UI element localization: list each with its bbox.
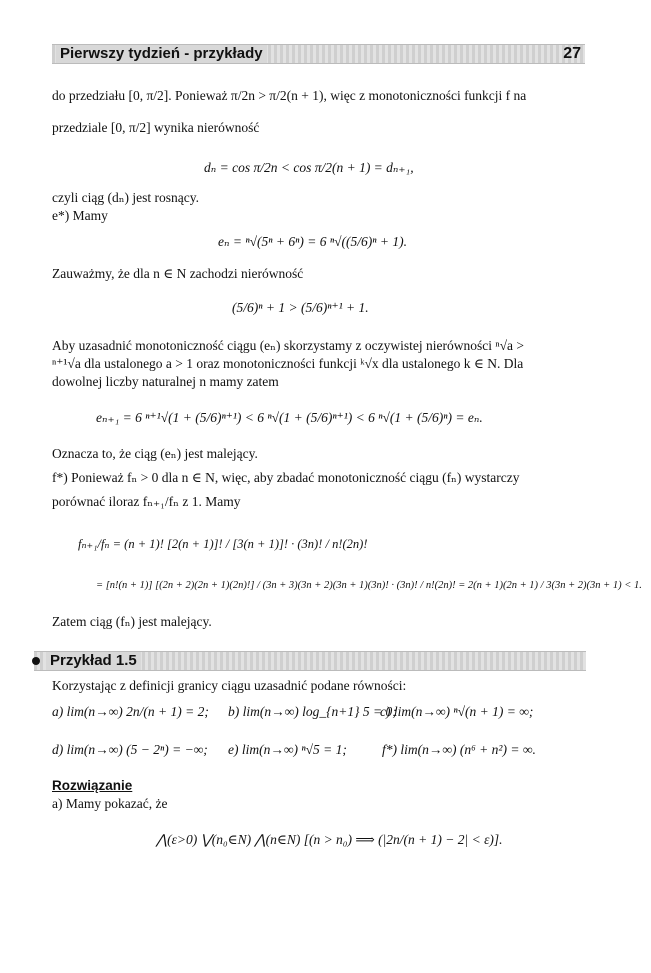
page-number: 27 — [563, 45, 581, 62]
solution-text: a) Mamy pokazać, że — [52, 796, 168, 811]
text-line: Zauważmy, że dla n ∈ N zachodzi nierówność — [52, 266, 304, 281]
bullet-icon — [32, 657, 40, 665]
text-line: czyli ciąg (dₙ) jest rosnący. — [52, 190, 200, 205]
equation-e: eₙ = ⁿ√(5ⁿ + 6ⁿ) = 6 ⁿ√((5/6)ⁿ + 1). — [218, 234, 407, 249]
equation-limit-definition: ⋀(ε>0) ⋁(n₀∈N) ⋀(n∈N) [(n > n₀) ⟹ (|2n/(n + 1) − 2| < ε)]. — [156, 832, 503, 847]
equation-f-ratio: fₙ₊₁/fₙ = (n + 1)! [2(n + 1)]! / [3(n + 1)]! · (3n)! / n!(2n)! — [78, 537, 368, 551]
example-item-a: a) lim(n→∞) 2n/(n + 1) = 2; — [52, 704, 209, 719]
example-title: Przykład 1.5 — [46, 652, 141, 670]
text-line: f*) Ponieważ fₙ > 0 dla n ∈ N, więc, aby zbadać monotoniczność ciągu (fₙ) wystarczy — [52, 470, 520, 485]
text-line: Zatem ciąg (fₙ) jest malejący. — [52, 614, 212, 629]
text-line: e*) Mamy — [52, 208, 108, 223]
text-line: Oznacza to, że ciąg (eₙ) jest malejący. — [52, 446, 258, 461]
header-title: Pierwszy tydzień - przykłady — [56, 45, 267, 63]
running-header — [52, 44, 585, 64]
text-line: porównać iloraz fₙ₊₁/fₙ z 1. Mamy — [52, 494, 241, 509]
text-line: do przedziału [0, π/2]. Ponieważ π/2n > π/2(n + 1), więc z monotoniczności funkcji f na — [52, 88, 527, 103]
text-line: przedziale [0, π/2] wynika nierówność — [52, 120, 260, 135]
equation-e-chain: eₙ₊₁ = 6 ⁿ⁺¹√(1 + (5/6)ⁿ⁺¹) < 6 ⁿ√(1 + (5/6)ⁿ⁺¹) < 6 ⁿ√(1 + (5/6)ⁿ) = eₙ. — [96, 410, 483, 425]
example-header — [34, 651, 586, 671]
example-item-e: e) lim(n→∞) ⁿ√5 = 1; — [228, 742, 347, 757]
text-line: dowolnej liczby naturalnej n mamy zatem — [52, 374, 279, 389]
equation-inequality: (5/6)ⁿ + 1 > (5/6)ⁿ⁺¹ + 1. — [232, 300, 369, 315]
text-line: ⁿ⁺¹√a dla ustalonego a > 1 oraz monotoniczności funkcji ᵏ√x dla ustalonego k ∈ N. Dla — [52, 356, 524, 371]
equation-f-expanded: = [n!(n + 1)] [(2n + 2)(2n + 1)(2n)!] / (3n + 3)(3n + 2)(3n + 1)(3n)! · (3n)! / n!(2n)! = 2(n + 1)(2n + 1) / 3(3n + 2)(3n + 1) < 1. — [96, 580, 642, 591]
solution-heading: Rozwiązanie — [52, 778, 133, 793]
example-item-f: f*) lim(n→∞) (n⁶ + n²) = ∞. — [382, 742, 536, 757]
example-item-d: d) lim(n→∞) (5 − 2ⁿ) = −∞; — [52, 742, 208, 757]
equation-d: dₙ = cos π/2n < cos π/2(n + 1) = dₙ₊₁, — [204, 160, 414, 175]
text-line: Aby uzasadnić monotoniczność ciągu (eₙ) skorzystamy z oczywistej nierówności ⁿ√a > — [52, 338, 524, 353]
example-item-c: c) lim(n→∞) ⁿ√(n + 1) = ∞; — [380, 704, 534, 719]
example-intro: Korzystając z definicji granicy ciągu uzasadnić podane równości: — [52, 678, 407, 693]
example-item-b: b) lim(n→∞) log_{n+1} 5 = 0; — [228, 704, 397, 719]
